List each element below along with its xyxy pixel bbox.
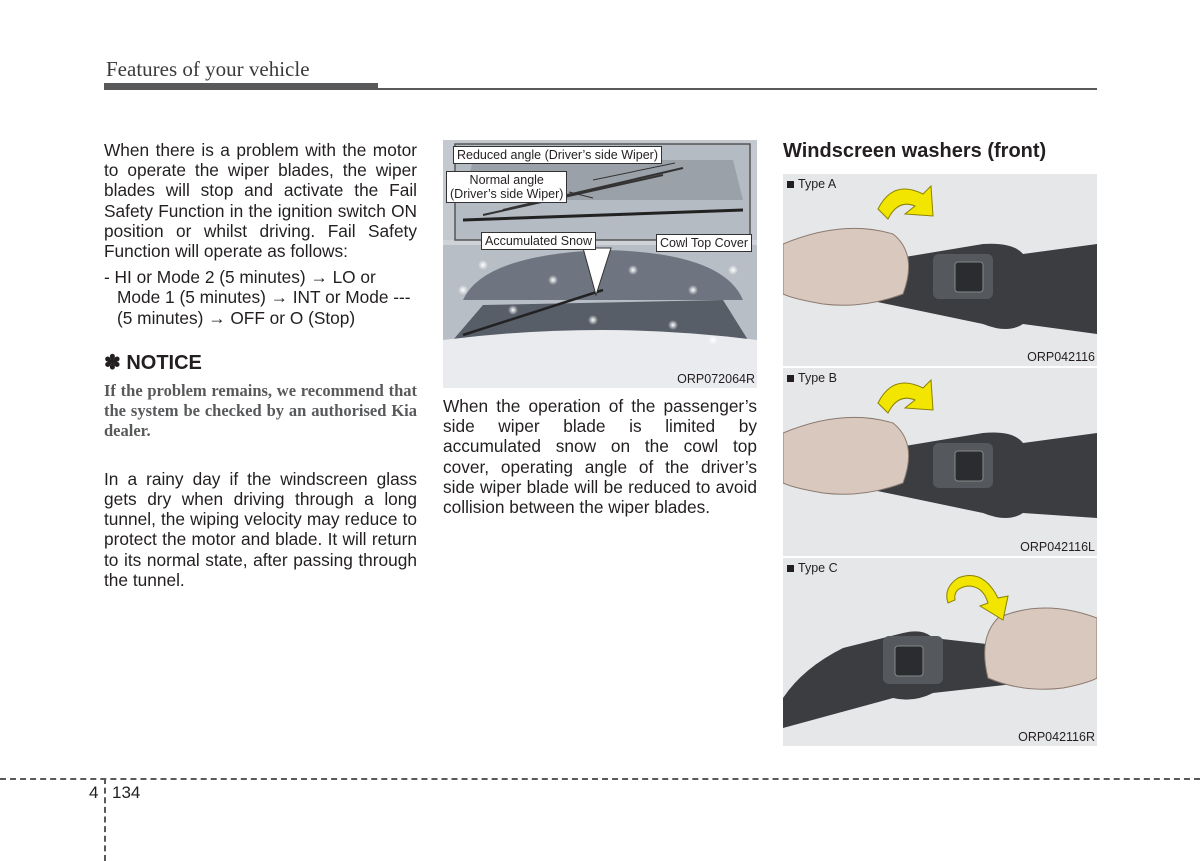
type-a-text: Type A	[798, 177, 837, 191]
washer-lever-type-a-illustration	[783, 174, 1097, 366]
bullet-square	[787, 181, 794, 188]
header-rule	[104, 88, 1097, 90]
bullet-square	[787, 375, 794, 382]
type-c-label	[787, 561, 838, 575]
type-c-text: Type C	[798, 561, 838, 575]
callout-normal-angle-line1: Normal angle	[469, 173, 544, 187]
figure-type-a	[783, 174, 1097, 366]
callout-accumulated-snow: Accumulated Snow	[481, 232, 596, 250]
callout-reduced-angle: Reduced angle (Driver’s side Wiper)	[453, 146, 662, 164]
washer-lever-type-c-illustration	[783, 558, 1097, 746]
callout-normal-angle	[446, 171, 567, 203]
paragraph-fail-safety: When there is a problem with the motor to operate the wiper blades, the wiper blades will stop and activate the Fail Safety Function in the ignition switch ON position or whilst driving. Fail Safety Function will operate as follows:	[104, 140, 417, 262]
section-title: Windscreen washers (front)	[783, 140, 1047, 162]
callout-normal-angle-line2: (Driver’s side Wiper)	[450, 187, 564, 201]
figure-code: ORP072064R	[677, 372, 755, 386]
type-a-code: ORP042116	[1027, 350, 1095, 364]
callout-cowl-top-cover: Cowl Top Cover	[656, 234, 752, 252]
washer-lever-type-b-illustration	[783, 368, 1097, 556]
figure-wiper-snow	[443, 140, 757, 388]
column-right	[783, 140, 1097, 744]
type-b-text: Type B	[798, 371, 837, 385]
running-header: Features of your vehicle	[106, 57, 310, 81]
paragraph-tunnel: In a rainy day if the windscreen glass gets dry when driving through a long tunnel, the wiping velocity may reduce to protect the motor and blade. It will return to its normal state, after passing through the tunnel.	[104, 468, 417, 590]
figure-type-b	[783, 368, 1097, 556]
footer-divider	[104, 778, 106, 861]
column-middle	[443, 140, 757, 517]
type-b-label	[787, 371, 837, 385]
list-item-modes: - HI or Mode 2 (5 minutes) → LO or Mode 1 (5 minutes) → INT or Mode --- (5 minutes) → OFF or O (Stop)	[104, 267, 411, 328]
column-left	[104, 140, 417, 590]
footer-rule	[0, 778, 1200, 780]
paragraph-snow-limit: When the operation of the passenger’s side wiper blade is limited by accumulated snow on the cowl top cover, operating angle of the driver’s side wiper blade will be reduced to avoid collision between the wiper blades.	[443, 396, 757, 518]
figure-type-c	[783, 558, 1097, 746]
type-c-code: ORP042116R	[1018, 730, 1095, 744]
chapter-number: 4	[89, 783, 99, 802]
type-a-label	[787, 177, 836, 191]
notice-text: If the problem remains, we recommend that the system be checked by an authorised Kia dealer.	[104, 380, 417, 440]
bullet-square	[787, 565, 794, 572]
type-b-code: ORP042116L	[1020, 540, 1095, 554]
notice-title: ✽ NOTICE	[104, 351, 202, 374]
page-number: 134	[112, 783, 141, 802]
